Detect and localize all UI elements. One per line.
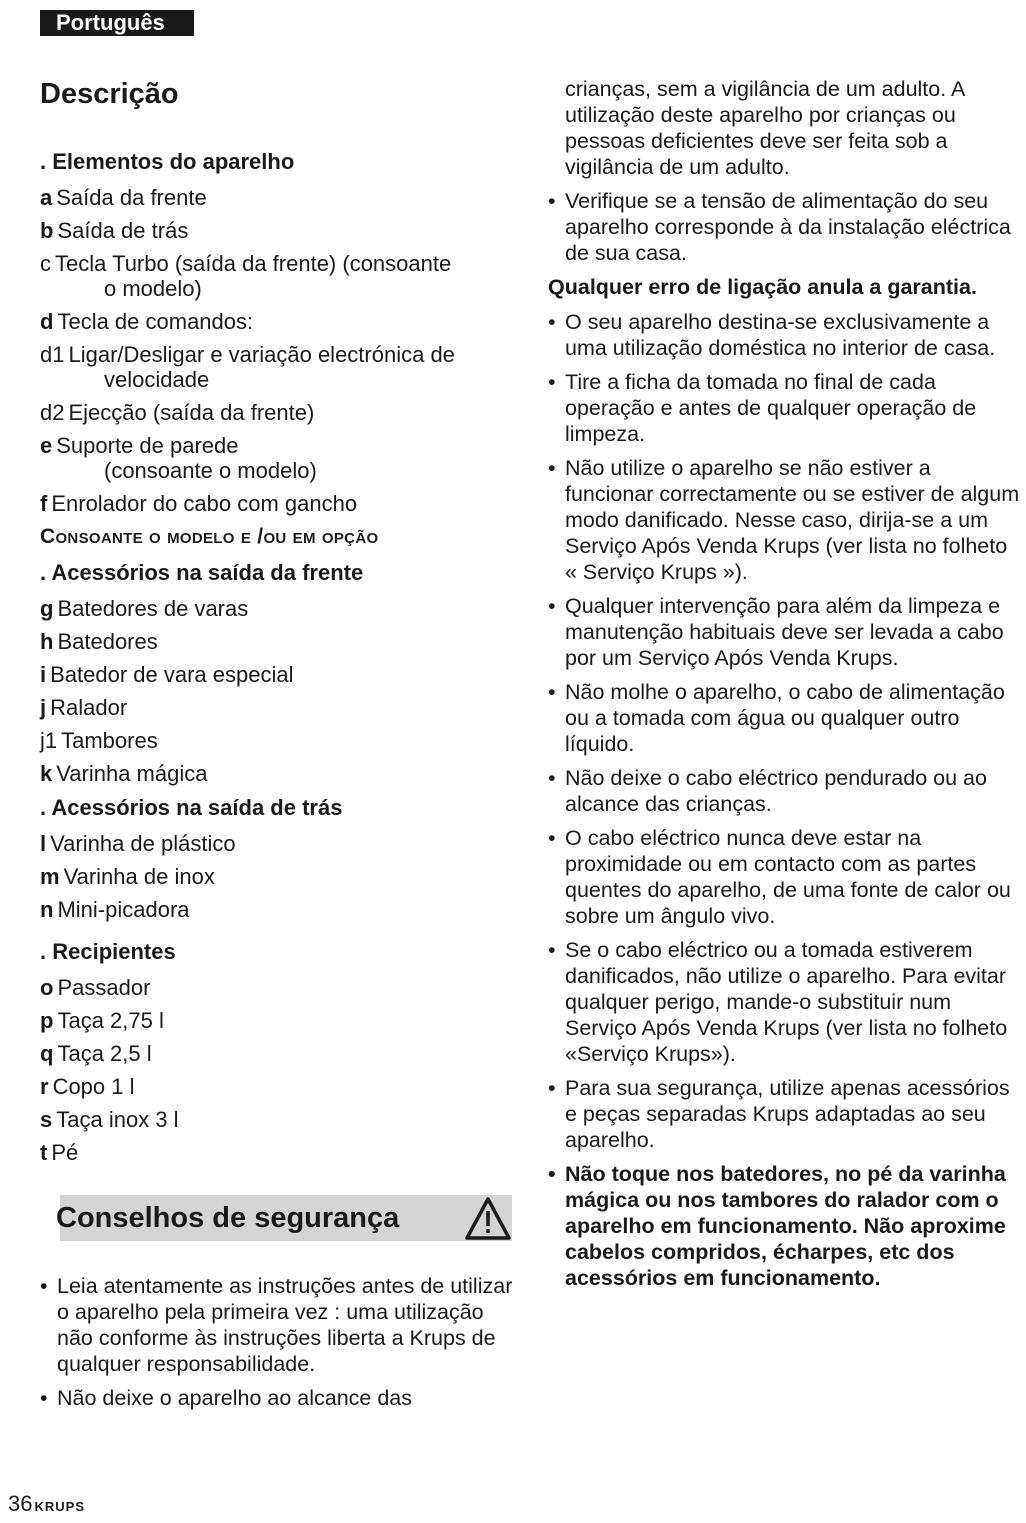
- list-item: • Tire a ficha da tomada no final de cada operação e antes de qualquer operação de limpeza.: [548, 369, 1020, 447]
- list-item: i Batedor de vara especial: [40, 662, 294, 687]
- list-item: • Não molhe o aparelho, o cabo de alimentação ou a tomada com água ou qualquer outro líquido.: [548, 679, 1020, 757]
- left-column: [40, 76, 520, 1419]
- page-footer: [8, 1490, 85, 1521]
- warning-triangle-icon: [464, 1195, 512, 1241]
- list-item: b Saída de trás: [40, 218, 189, 243]
- list-item: f Enrolador do cabo com gancho: [40, 491, 358, 516]
- list-item: d2 Ejecção (saída da frente): [40, 400, 315, 425]
- warranty-warning: Qualquer erro de ligação anula a garantia.: [548, 275, 977, 299]
- list-item: • Não deixe o cabo eléctrico pendurado ou ao alcance das crianças.: [548, 765, 1020, 817]
- list-item: • Verifique se a tensão de alimentação do seu aparelho corresponde à da instalação eléctrica de sua casa.: [548, 188, 1020, 266]
- safety-list-left: [40, 1273, 520, 1411]
- list-item: j1 Tambores: [40, 728, 158, 753]
- list-item: o Passador: [40, 975, 151, 1000]
- safety-title: Conselhos de segurança: [56, 1202, 400, 1234]
- list-item: c Tecla Turbo (saída da frente) (consoante o modelo): [40, 251, 452, 301]
- containers-list: [40, 975, 520, 1165]
- elements-list: [40, 185, 520, 516]
- list-item: q Taça 2,5 l: [40, 1041, 152, 1066]
- list-item: • Leia atentamente as instruções antes de utilizar o aparelho pela primeira vez : uma utilização não conforme às instruções liberta a Krups de qualquer responsabilidade.: [40, 1273, 520, 1377]
- list-item: • Para sua segurança, utilize apenas acessórios e peças separadas Krups adaptadas ao seu aparelho.: [548, 1075, 1020, 1153]
- list-item: • Não toque nos batedores, no pé da varinha mágica ou nos tambores do ralador com o aparelho em funcionamento. Não aproxime cabelos compridos, écharpes, etc dos acessórios em funcionamento.: [548, 1161, 1020, 1291]
- list-item: g Batedores de varas: [40, 596, 249, 621]
- list-item: r Copo 1 l: [40, 1074, 135, 1099]
- list-item: m Varinha de inox: [40, 864, 215, 889]
- rear-accessories-list: [40, 831, 520, 922]
- optional-note: Consoante o modelo e /ou em opção: [40, 525, 379, 548]
- list-item: l Varinha de plástico: [40, 831, 236, 856]
- page-number: 36: [8, 1491, 33, 1516]
- containers-heading: . Recipientes: [40, 939, 176, 964]
- list-item: a Saída da frente: [40, 185, 207, 210]
- page-title: Descrição: [40, 78, 179, 110]
- front-accessories-list: [40, 596, 520, 786]
- list-item: • Não utilize o aparelho se não estiver a funcionar correctamente ou se estiver de algum modo danificado. Nesse caso, dirija-se a um Serviço Após Venda Krups (ver lista no folheto « Serviço Krups »).: [548, 455, 1020, 585]
- list-item: t Pé: [40, 1140, 79, 1165]
- elements-heading: . Elementos do aparelho: [40, 149, 295, 174]
- list-item: • O cabo eléctrico nunca deve estar na proximidade ou em contacto com as partes quentes do aparelho, de uma fonte de calor ou sobre um ângulo vivo.: [548, 825, 1020, 929]
- list-item: e Suporte de parede (consoante o modelo): [40, 433, 317, 483]
- safety-list-voltage: [548, 188, 1020, 266]
- list-item: j Ralador: [40, 695, 128, 720]
- list-item: d Tecla de comandos:: [40, 309, 254, 334]
- front-accessories-heading: . Acessórios na saída da frente: [40, 560, 364, 585]
- list-item: • Se o cabo eléctrico ou a tomada estiverem danificados, não utilize o aparelho. Para evitar qualquer perigo, mande-o substituir num Serviço Após Venda Krups (ver lista no folheto «Serviço Krups»).: [548, 937, 1020, 1067]
- list-item: p Taça 2,75 l: [40, 1008, 164, 1033]
- list-item: • Qualquer intervenção para além da limpeza e manutenção habituais deve ser levada a cabo por um Serviço Após Venda Krups.: [548, 593, 1020, 671]
- safety-continuation: crianças, sem a vigilância de um adulto. A utilização deste aparelho por crianças ou pessoas deficientes deve ser feita sob a vigilância de um adulto.: [565, 77, 965, 179]
- list-item: • O seu aparelho destina-se exclusivamente a uma utilização doméstica no interior de casa.: [548, 309, 1020, 361]
- right-column: [548, 76, 1020, 1299]
- list-item: n Mini-picadora: [40, 897, 190, 922]
- brand-logo: KRUPS: [34, 1499, 85, 1514]
- list-item: k Varinha mágica: [40, 761, 208, 786]
- list-item: h Batedores: [40, 629, 158, 654]
- safety-list-right: [548, 309, 1020, 1291]
- safety-heading-box: [56, 1195, 512, 1241]
- language-tab: Português: [40, 10, 194, 36]
- rear-accessories-heading: . Acessórios na saída de trás: [40, 795, 343, 820]
- list-item: s Taça inox 3 l: [40, 1107, 179, 1132]
- list-item: • Não deixe o aparelho ao alcance das: [40, 1385, 520, 1411]
- list-item: d1 Ligar/Desligar e variação electrónica de velocidade: [40, 342, 455, 392]
